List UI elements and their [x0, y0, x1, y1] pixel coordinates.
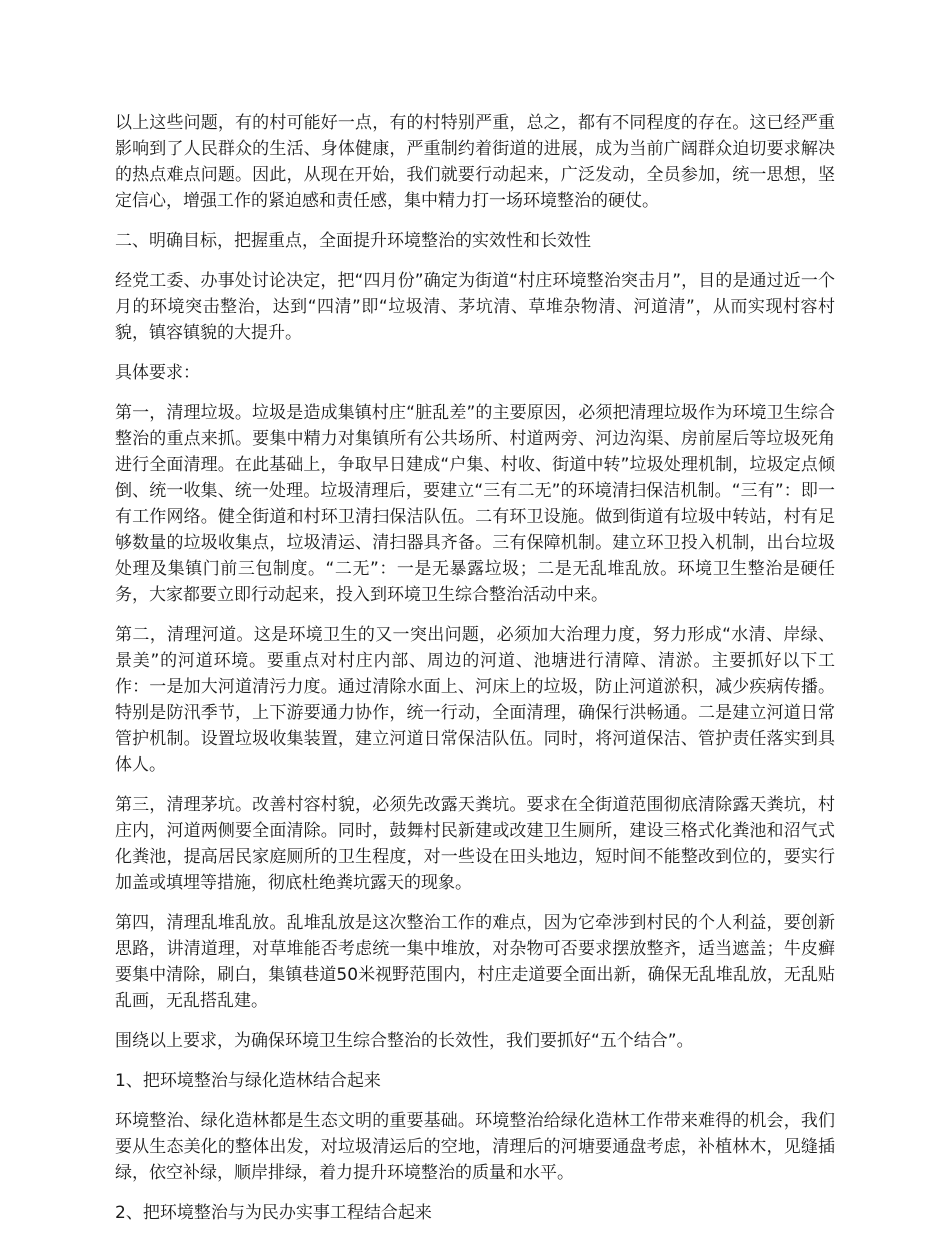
paragraph-fourth-clutter: 第四，清理乱堆乱放。乱堆乱放是这次整治工作的难点，因为它牵涉到村民的个人利益，要创新思路，讲清道理，对草堆能否考虑统一集中堆放，对杂物可否要求摆放整齐，适当遮盖；牛皮癣要集中清除，刷白，集镇巷道50米视野范围内，村庄走道要全面出新，确保无乱堆乱放，无乱贴乱画，无乱搭乱建。	[115, 913, 835, 1011]
paragraph-intro-problems: 以上这些问题，有的村可能好一点，有的村特别严重，总之，都有不同程度的存在。这已经严重影响到了人民群众的生活、身体健康，严重制约着街道的进展，成为当前广阔群众迫切要求解决的热点难点问题。因此，从现在开始，我们就要行动起来，广泛发动，全员参加，统一思想，坚定信心，增强工作的紧迫感和责任感，集中精力打一场环境整治的硬仗。	[115, 113, 835, 211]
paragraph-third-latrine: 第三，清理茅坑。改善村容村貌，必须先改露天粪坑。要求在全街道范围彻底清除露天粪坑，村庄内，河道两侧要全面清除。同时，鼓舞村民新建或改建卫生厕所，建设三格式化粪池和沼气式化粪池，提高居民家庭厕所的卫生程度，对一些设在田头地边，短时间不能整改到位的，要实行加盖或填埋等措施，彻底杜绝粪坑露天的现象。	[115, 795, 835, 893]
section-heading-2: 二、明确目标，把握重点，全面提升环境整治的实效性和长效性	[115, 231, 591, 251]
paragraph-five-combinations: 围绕以上要求，为确保环境卫生综合整治的长效性，我们要抓好“五个结合”。	[115, 1031, 694, 1051]
paragraph-greening: 环境整治、绿化造林都是生态文明的重要基础。环境整治给绿化造林工作带来难得的机会，我们要从生态美化的整体出发，对垃圾清运后的空地，清理后的河塘要通盘考虑，补植林木，见缝插绿，依空补绿，顺岸排绿，着力提升环境整治的质量和水平。	[115, 1111, 835, 1183]
subheading-1-greening: 1、把环境整治与绿化造林结合起来	[115, 1071, 381, 1091]
subheading-2-practical-projects: 2、把环境整治与为民办实事工程结合起来	[115, 1203, 432, 1223]
paragraph-decision: 经党工委、办事处讨论决定，把“四月份”确定为街道“村庄环境整治突击月”，目的是通过近一个月的环境突击整治，达到“四清”即“垃圾清、茅坑清、草堆杂物清、河道清”，从而实现村容村貌，镇容镇貌的大提升。	[115, 271, 835, 343]
paragraph-second-river: 第二，清理河道。这是环境卫生的又一突出问题，必须加大治理力度，努力形成“水清、岸绿、景美”的河道环境。要重点对村庄内部、周边的河道、池塘进行清障、清淤。主要抓好以下工作：一是加大河道清污力度。通过清除水面上、河床上的垃圾，防止河道淤积，减少疾病传播。特别是防汛季节，上下游要通力协作，统一行动，全面清理，确保行洪畅通。二是建立河道日常管护机制。设置垃圾收集装置，建立河道日常保洁队伍。同时，将河道保洁、管护责任落实到具体人。	[115, 625, 835, 775]
document-body	[115, 110, 835, 1240]
paragraph-first-garbage: 第一，清理垃圾。垃圾是造成集镇村庄“脏乱差”的主要原因，必须把清理垃圾作为环境卫生综合整治的重点来抓。要集中精力对集镇所有公共场所、村道两旁、河边沟渠、房前屋后等垃圾死角进行全面清理。在此基础上，争取早日建成“户集、村收、街道中转”垃圾处理机制，垃圾定点倾倒、统一收集、统一处理。垃圾清理后，要建立“三有二无”的环境清扫保洁机制。“三有”：即一有工作网络。健全街道和村环卫清扫保洁队伍。二有环卫设施。做到街道有垃圾中转站，村有足够数量的垃圾收集点，垃圾清运、清扫器具齐备。三有保障机制。建立环卫投入机制，出台垃圾处理及集镇门前三包制度。“二无”：一是无暴露垃圾；二是无乱堆乱放。环境卫生整治是硬任务，大家都要立即行动起来，投入到环境卫生综合整治活动中来。	[115, 403, 835, 605]
paragraph-requirements-label: 具体要求：	[115, 363, 200, 383]
